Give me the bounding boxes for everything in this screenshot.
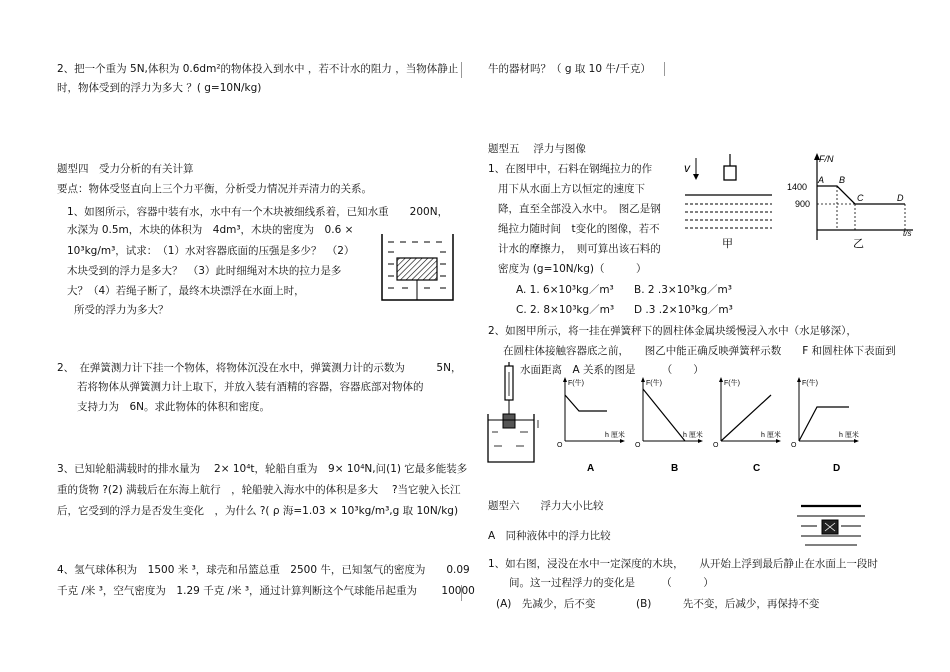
s5q1-line-2: 用下从水面上方以恒定的速度下 (498, 183, 645, 195)
point-d-label: D (897, 193, 904, 203)
s6q1-line-2: 间。这一过程浮力的变化是 （ ） (509, 577, 714, 589)
time-axis-label: t/s (903, 229, 912, 238)
option-d: D .3 .2×10³kg／m³ (634, 304, 733, 316)
option-b: B. 2 .3×10³kg／m³ (634, 284, 732, 296)
s5q1-line-4: 绳拉力随时间 t变化的图像，若不 (498, 223, 660, 235)
s5q2-line-1: 2、如图甲所示，将一挂在弹簧秤下的圆柱体金属块缓慢浸入水中（水足够深）， (488, 325, 857, 337)
point-a-label: A (818, 175, 825, 185)
p3-line-1: 3、已知轮船满载时的排水量为 2× 10⁴t，轮船自重为 9× 10⁴N,问(1) 它最多能装多 (57, 463, 468, 475)
graph-c-label: C (753, 463, 761, 474)
option-c: C. 2. 8×10³kg／m³ (516, 304, 615, 316)
graph-b-label: B (671, 463, 679, 474)
block-in-water-figure (795, 500, 867, 548)
graph-d-label: D (833, 463, 841, 474)
p1-line-6: 所受的浮力为多大？ (74, 304, 169, 316)
svg-text:O: O (557, 442, 563, 449)
section-6-subtitle: A 同种液体中的浮力比较 (488, 530, 611, 542)
option-a: A. 1. 6×10³kg／m³ (516, 284, 614, 296)
section-4-key-point: 要点：物体受竖直向上三个力平衡，分析受力情况并弄清力的关系。 (57, 183, 372, 195)
force-axis-label: F/N (819, 154, 834, 164)
p4-line-2: 千克 /米 ³，空气密度为 1.29 千克 /米 ³，通过计算判断这个气球能吊起重为 10000 (57, 585, 475, 597)
p2-line-3: 支持力为 6N。求此物体的体积和密度。 (77, 401, 271, 413)
column-tick (664, 62, 665, 76)
column-divider-top (461, 62, 462, 78)
p1-line-5: 大？（4）若绳子断了，最终木块漂浮在水面上时， (67, 285, 305, 297)
s6-option-b: (B) 先不变，后减少，再保持不变 (636, 598, 820, 610)
p4-line-1: 4、氢气球体积为 1500 米 ³，球壳和吊篮总重 2500 牛，已知氢气的密度为 0.09 (57, 564, 470, 576)
p3-line-2: 重的货物 ?(2) 满载后在东海上航行 ，轮船驶入海水中的体积是多大 ?当它驶入长江 (57, 484, 461, 496)
velocity-label: v (684, 161, 690, 175)
s5q1-line-1: 1、在图甲中，石料在钢绳拉力的作 (488, 163, 653, 175)
s6q1-line-1: 1、如右图，浸没在水中一定深度的木块， 从开始上浮到最后静止在水面上一段时 (488, 558, 878, 570)
figure-jia-label: 甲 (722, 238, 733, 250)
continued-line: 牛的器材吗？（ g 取 10 牛/千克） (488, 63, 651, 75)
f-h-graphs (555, 375, 885, 477)
q2-line-1: 2、把一个重为 5N,体积为 0.6dm²的物体投入到水中 ，若不计水的阻力 ，当物体静止 (57, 63, 459, 75)
section-6-title: 题型六 浮力大小比较 (488, 500, 604, 512)
spring-balance-figure (484, 362, 544, 466)
p2-line-1: 2、 在弹簧测力计下挂一个物体，将物体沉没在水中，弹簧测力计的示数为 5N， (57, 362, 462, 374)
svg-text:F(牛): F(牛) (802, 380, 818, 387)
container-block-figure (380, 232, 455, 302)
p3-line-3: 后，它受到的浮力是否发生变化 ，为什么 ?( ρ 海=1.03 × 10³kg/m³,g 取 10N/kg) (57, 505, 459, 517)
point-b-label: B (839, 175, 846, 185)
svg-text:F(牛): F(牛) (646, 380, 662, 387)
svg-text:O: O (791, 442, 797, 449)
p1-line-4: 木块受到的浮力是多大？ （3）此时细绳对木块的拉力是多 (67, 265, 342, 277)
p1-line-2: 水深为 0.5m，木块的体积为 4dm³，木块的密度为 0.6 × (67, 224, 354, 236)
s5q1-line-5: 计水的摩擦力， 则可算出该石料的 (498, 243, 661, 255)
stone-lowering-figure (680, 150, 780, 250)
graph-a (557, 377, 625, 474)
figure-yi-label: 乙 (853, 238, 864, 250)
s5q1-line-6: 密度为 (g=10N/kg)（ ） (498, 263, 647, 275)
p2-line-2: 若将物体从弹簧测力计上取下，并放入装有酒精的容器，容器底部对物体的 (77, 381, 424, 393)
graph-a-label: A (587, 463, 595, 474)
section-5-title: 题型五 浮力与图像 (488, 143, 586, 155)
graph-b (635, 377, 703, 474)
graph-c (713, 377, 781, 474)
svg-text:h 厘米: h 厘米 (839, 432, 859, 439)
svg-text:O: O (635, 442, 641, 449)
svg-text:F(牛): F(牛) (568, 380, 584, 387)
p1-line-3: 10³kg/m³，试求： （1）水对容器底面的压强是多少？ （2） (67, 245, 355, 257)
point-c-label: C (857, 193, 864, 203)
section-4-title: 题型四 受力分析的有关计算 (57, 163, 194, 175)
p1-line-1: 1、如图所示，容器中装有水，水中有一个木块被细线系着，已知水重 200N， (67, 206, 449, 218)
svg-text:F(牛): F(牛) (724, 380, 740, 387)
column-divider-bottom (461, 585, 462, 601)
svg-text:h 厘米: h 厘米 (761, 432, 781, 439)
q2-line-2: 时，物体受到的浮力为多大 ？( g=10N/kg) (57, 82, 262, 94)
y-tick-900: 900 (795, 199, 811, 209)
s6-option-a: (A) 先减少，后不变 (496, 598, 596, 610)
s5q2-line-2: 在圆柱体接触容器底之前， 图乙中能正确反映弹簧秤示数 F 和圆柱体下表面到 (503, 345, 896, 357)
svg-text:h 厘米: h 厘米 (605, 432, 625, 439)
s5q2-line-3: 水面距离 A 关系的图是 （ ） (520, 364, 704, 376)
s5q1-line-3: 降，直至全部没入水中。 图乙是钢 (498, 203, 661, 215)
y-tick-1400: 1400 (787, 182, 808, 192)
graph-d (791, 377, 859, 474)
svg-text:h 厘米: h 厘米 (683, 432, 703, 439)
svg-text:O: O (713, 442, 719, 449)
force-time-graph (785, 150, 925, 250)
